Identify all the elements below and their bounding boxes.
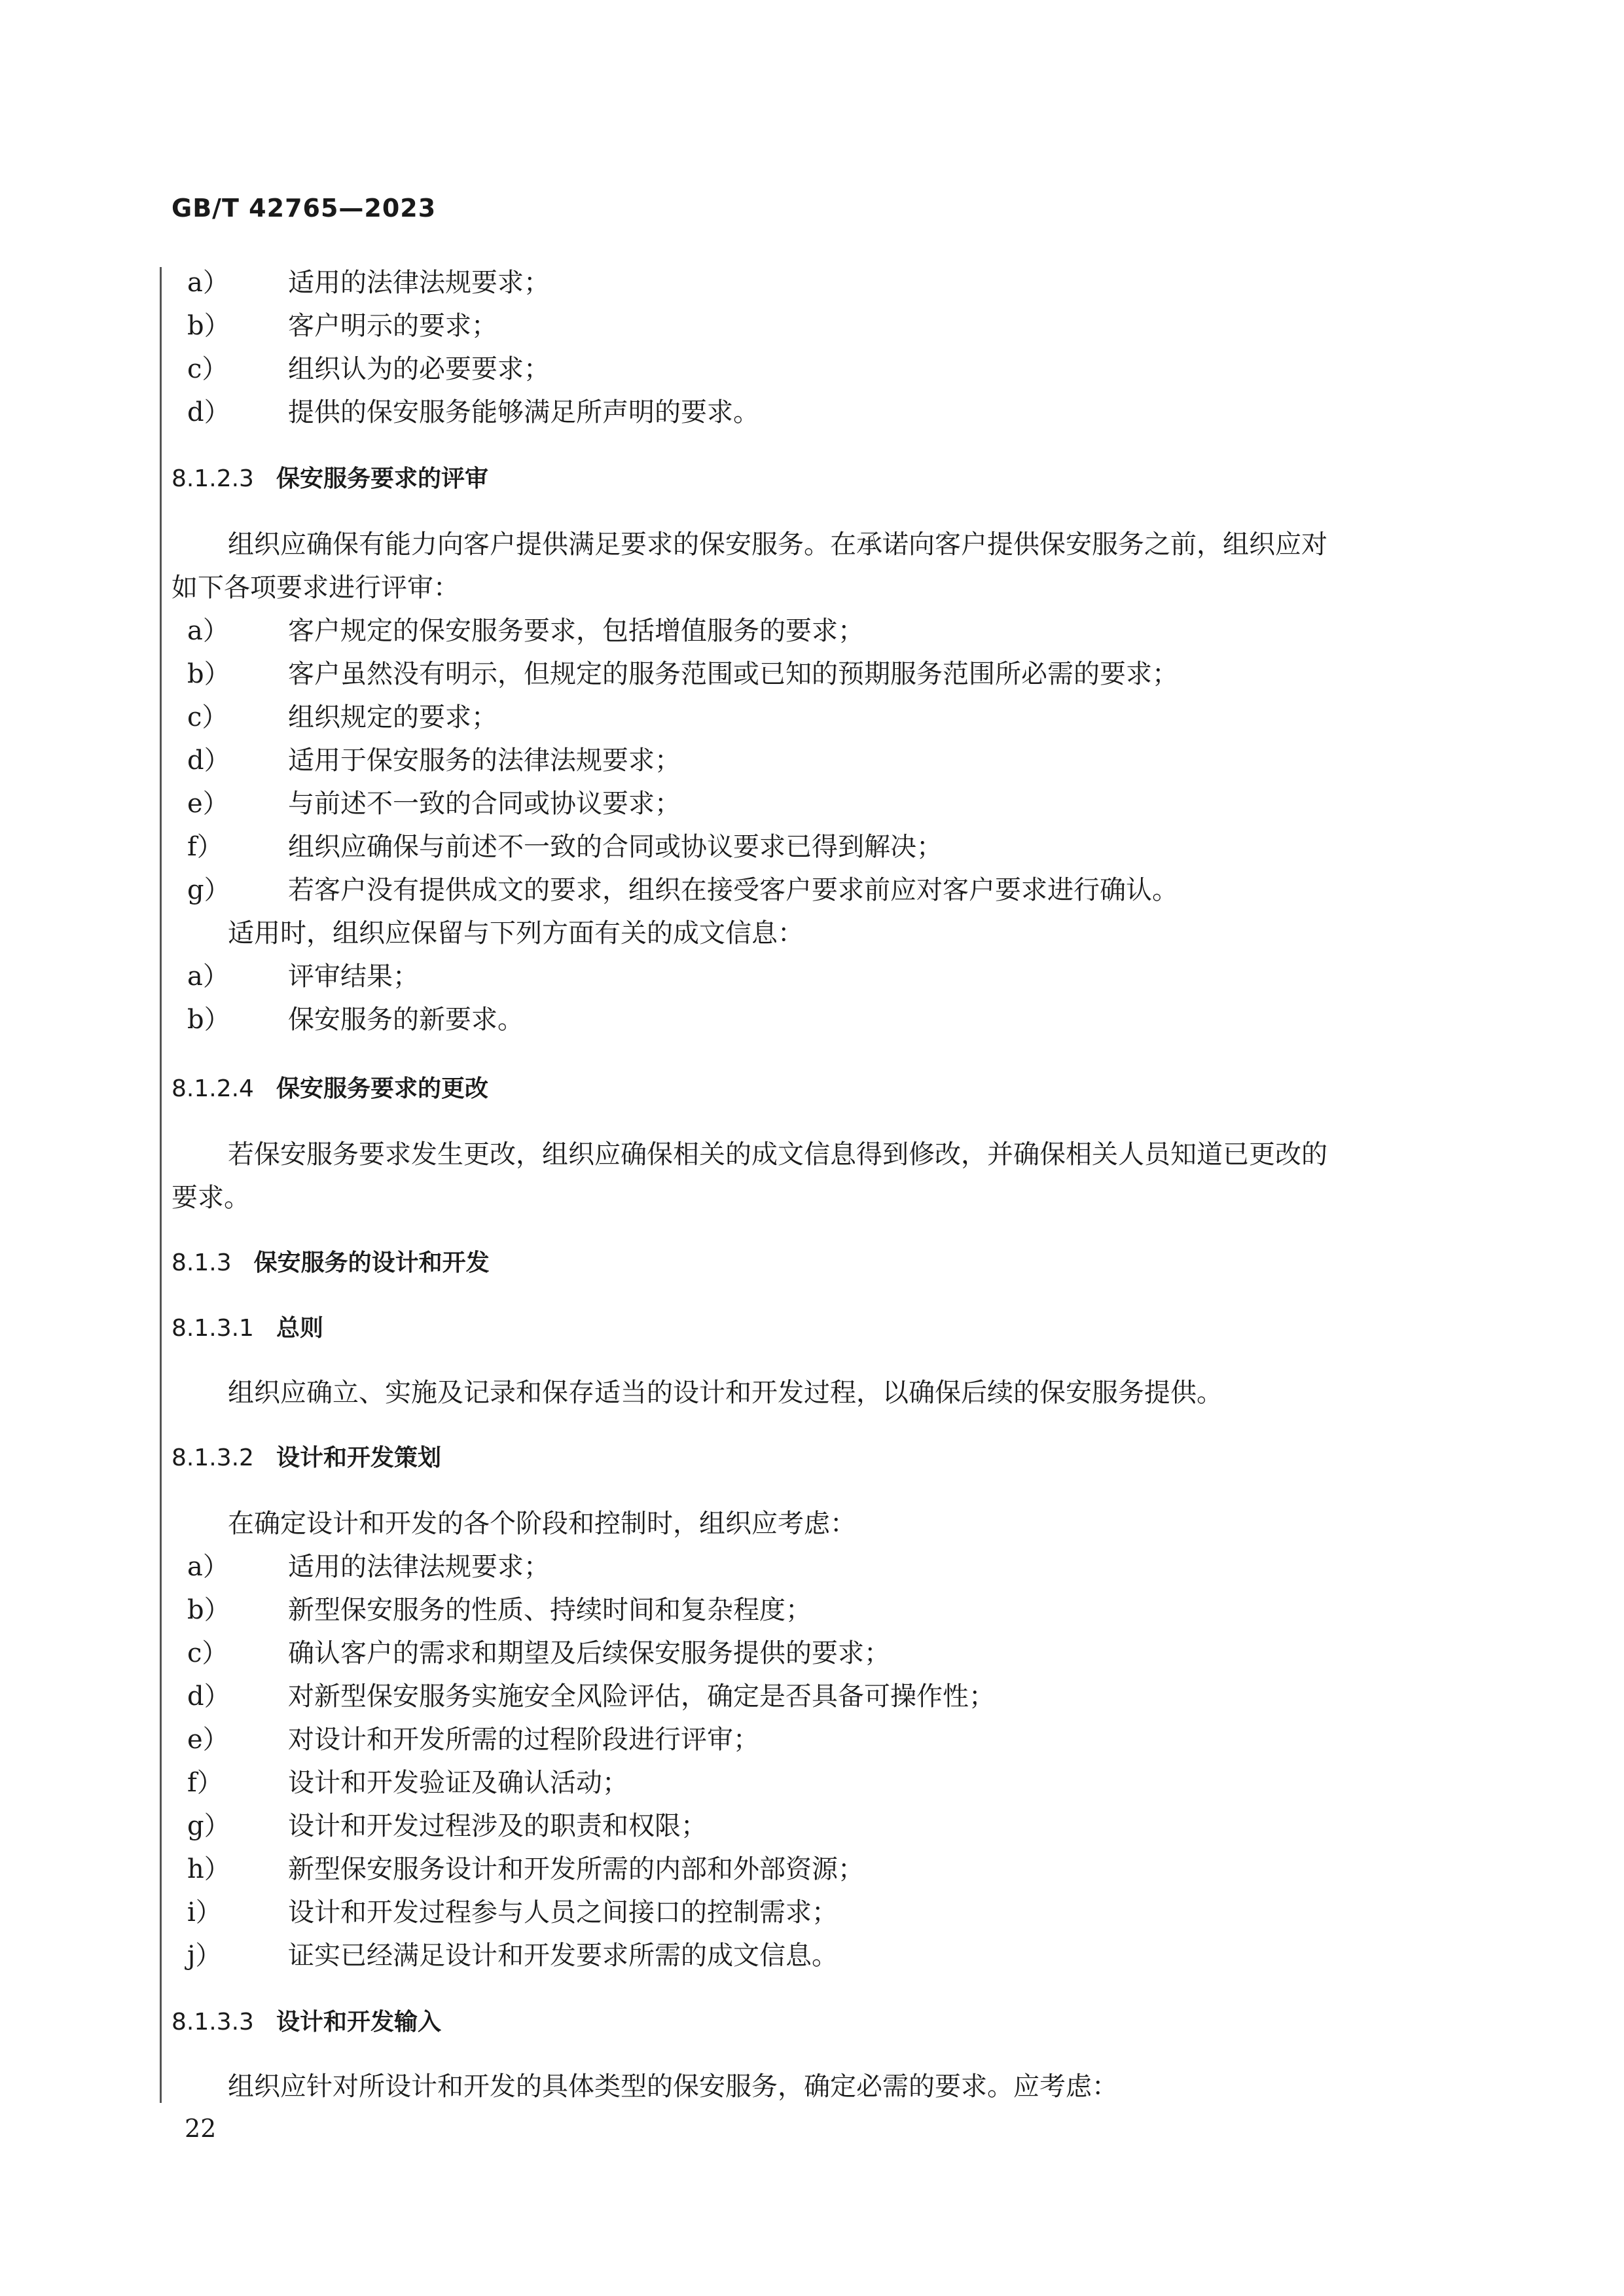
list-text: 若客户没有提供成文的要求，组织在接受客户要求前应对客户要求进行确认。 (288, 875, 1178, 905)
list-text: 适用于保安服务的法律法规要求； (288, 745, 681, 776)
list-item (187, 1724, 759, 1755)
list-marker: c） (187, 702, 228, 732)
list-text: 客户虽然没有明示，但规定的服务范围或已知的预期服务范围所必需的要求； (288, 659, 1178, 689)
list-marker: h） (187, 1854, 230, 1884)
list-text: 设计和开发验证及确认活动； (288, 1768, 628, 1798)
list-marker: g） (187, 1811, 230, 1841)
section-number: 8.1.3 (171, 1249, 232, 1276)
list-text: 适用的法律法规要求； (288, 268, 550, 298)
section-heading-8-1-3-3 (171, 2007, 441, 2038)
section-title: 保安服务要求的评审 (276, 465, 488, 492)
list-marker: g） (187, 875, 230, 905)
list-marker: b） (187, 1595, 230, 1625)
paragraph-line: 若保安服务要求发生更改，组织应确保相关的成文信息得到修改，并确保相关人员知道已更改的 (228, 1139, 1327, 1170)
list-item (187, 1767, 628, 1799)
list-item (187, 658, 1178, 690)
list-marker: a） (187, 268, 229, 298)
section-number: 8.1.3.1 (171, 1315, 254, 1342)
list-item (187, 1854, 864, 1885)
list-text: 组织规定的要求； (288, 702, 497, 732)
list-item (187, 788, 681, 819)
list-text: 评审结果； (288, 961, 419, 992)
section-title: 设计和开发输入 (276, 2009, 441, 2036)
revision-bar (160, 267, 162, 2103)
list-item (187, 1594, 812, 1626)
list-marker: i） (187, 1897, 222, 1928)
list-text: 新型保安服务的性质、持续时间和复杂程度； (288, 1595, 812, 1625)
section-title: 设计和开发策划 (276, 1444, 441, 1471)
paragraph-line: 适用时，组织应保留与下列方面有关的成文信息： (228, 918, 804, 948)
list-item (187, 615, 864, 647)
list-item (187, 1681, 995, 1712)
list-marker: e） (187, 1725, 229, 1755)
list-item (187, 353, 550, 385)
list-item (187, 1638, 890, 1669)
list-marker: d） (187, 1681, 230, 1712)
list-text: 新型保安服务设计和开发所需的内部和外部资源； (288, 1854, 864, 1884)
section-heading-8-1-3-1 (171, 1313, 323, 1344)
list-text: 客户规定的保安服务要求，包括增值服务的要求； (288, 616, 864, 646)
list-marker: b） (187, 1005, 230, 1035)
list-text: 证实已经满足设计和开发要求所需的成文信息。 (288, 1941, 838, 1971)
list-item (187, 1551, 550, 1583)
list-item (187, 874, 1178, 906)
list-text: 组织认为的必要要求； (288, 354, 550, 384)
standard-code: GB/T 42765—2023 (171, 194, 437, 223)
list-item (187, 1004, 524, 1035)
list-item (187, 1810, 707, 1842)
list-marker: e） (187, 789, 229, 819)
list-text: 适用的法律法规要求； (288, 1552, 550, 1582)
list-marker: c） (187, 354, 228, 384)
paragraph-line: 组织应确立、实施及记录和保存适当的设计和开发过程，以确保后续的保安服务提供。 (228, 1378, 1223, 1408)
section-title: 保安服务要求的更改 (276, 1075, 488, 1102)
list-item (187, 1897, 838, 1928)
list-item (187, 831, 943, 863)
section-number: 8.1.2.4 (171, 1075, 254, 1102)
list-item (187, 1940, 838, 1971)
list-item (187, 397, 759, 428)
list-marker: a） (187, 961, 229, 992)
list-marker: c） (187, 1638, 228, 1668)
paragraph-line: 组织应确保有能力向客户提供满足要求的保安服务。在承诺向客户提供保安服务之前，组织应对 (228, 529, 1327, 560)
paragraph-line: 要求。 (171, 1183, 250, 1213)
list-text: 保安服务的新要求。 (288, 1005, 524, 1035)
list-marker: b） (187, 659, 230, 689)
section-title: 总则 (276, 1315, 323, 1342)
list-marker: b） (187, 311, 230, 341)
section-heading-8-1-2-3 (171, 463, 488, 495)
section-heading-8-1-3 (171, 1247, 490, 1279)
paragraph-line: 组织应针对所设计和开发的具体类型的保安服务，确定必需的要求。应考虑： (228, 2072, 1118, 2102)
page-number: 22 (185, 2114, 217, 2143)
list-item (187, 702, 497, 733)
section-heading-8-1-2-4 (171, 1073, 488, 1105)
list-text: 设计和开发过程涉及的职责和权限； (288, 1811, 707, 1841)
section-heading-8-1-3-2 (171, 1443, 441, 1474)
section-number: 8.1.2.3 (171, 465, 254, 492)
list-item (187, 745, 681, 776)
list-text: 客户明示的要求； (288, 311, 497, 341)
list-text: 对设计和开发所需的过程阶段进行评审； (288, 1725, 759, 1755)
list-text: 确认客户的需求和期望及后续保安服务提供的要求； (288, 1638, 890, 1668)
list-item (187, 961, 419, 992)
list-text: 与前述不一致的合同或协议要求； (288, 789, 681, 819)
list-marker: d） (187, 745, 230, 776)
list-item (187, 267, 550, 298)
list-marker: f） (187, 1768, 223, 1798)
paragraph-line: 在确定设计和开发的各个阶段和控制时，组织应考虑： (228, 1509, 856, 1539)
list-text: 对新型保安服务实施安全风险评估，确定是否具备可操作性； (288, 1681, 995, 1712)
list-marker: a） (187, 616, 229, 646)
list-text: 设计和开发过程参与人员之间接口的控制需求； (288, 1897, 838, 1928)
list-marker: d） (187, 397, 230, 427)
section-title: 保安服务的设计和开发 (253, 1249, 490, 1276)
list-text: 提供的保安服务能够满足所声明的要求。 (288, 397, 759, 427)
section-number: 8.1.3.2 (171, 1444, 254, 1471)
list-marker: a） (187, 1552, 229, 1582)
list-marker: j） (187, 1941, 222, 1971)
section-number: 8.1.3.3 (171, 2009, 254, 2036)
list-item (187, 310, 497, 342)
list-text: 组织应确保与前述不一致的合同或协议要求已得到解决； (288, 832, 943, 862)
list-marker: f） (187, 832, 223, 862)
paragraph-line: 如下各项要求进行评审： (171, 573, 460, 603)
